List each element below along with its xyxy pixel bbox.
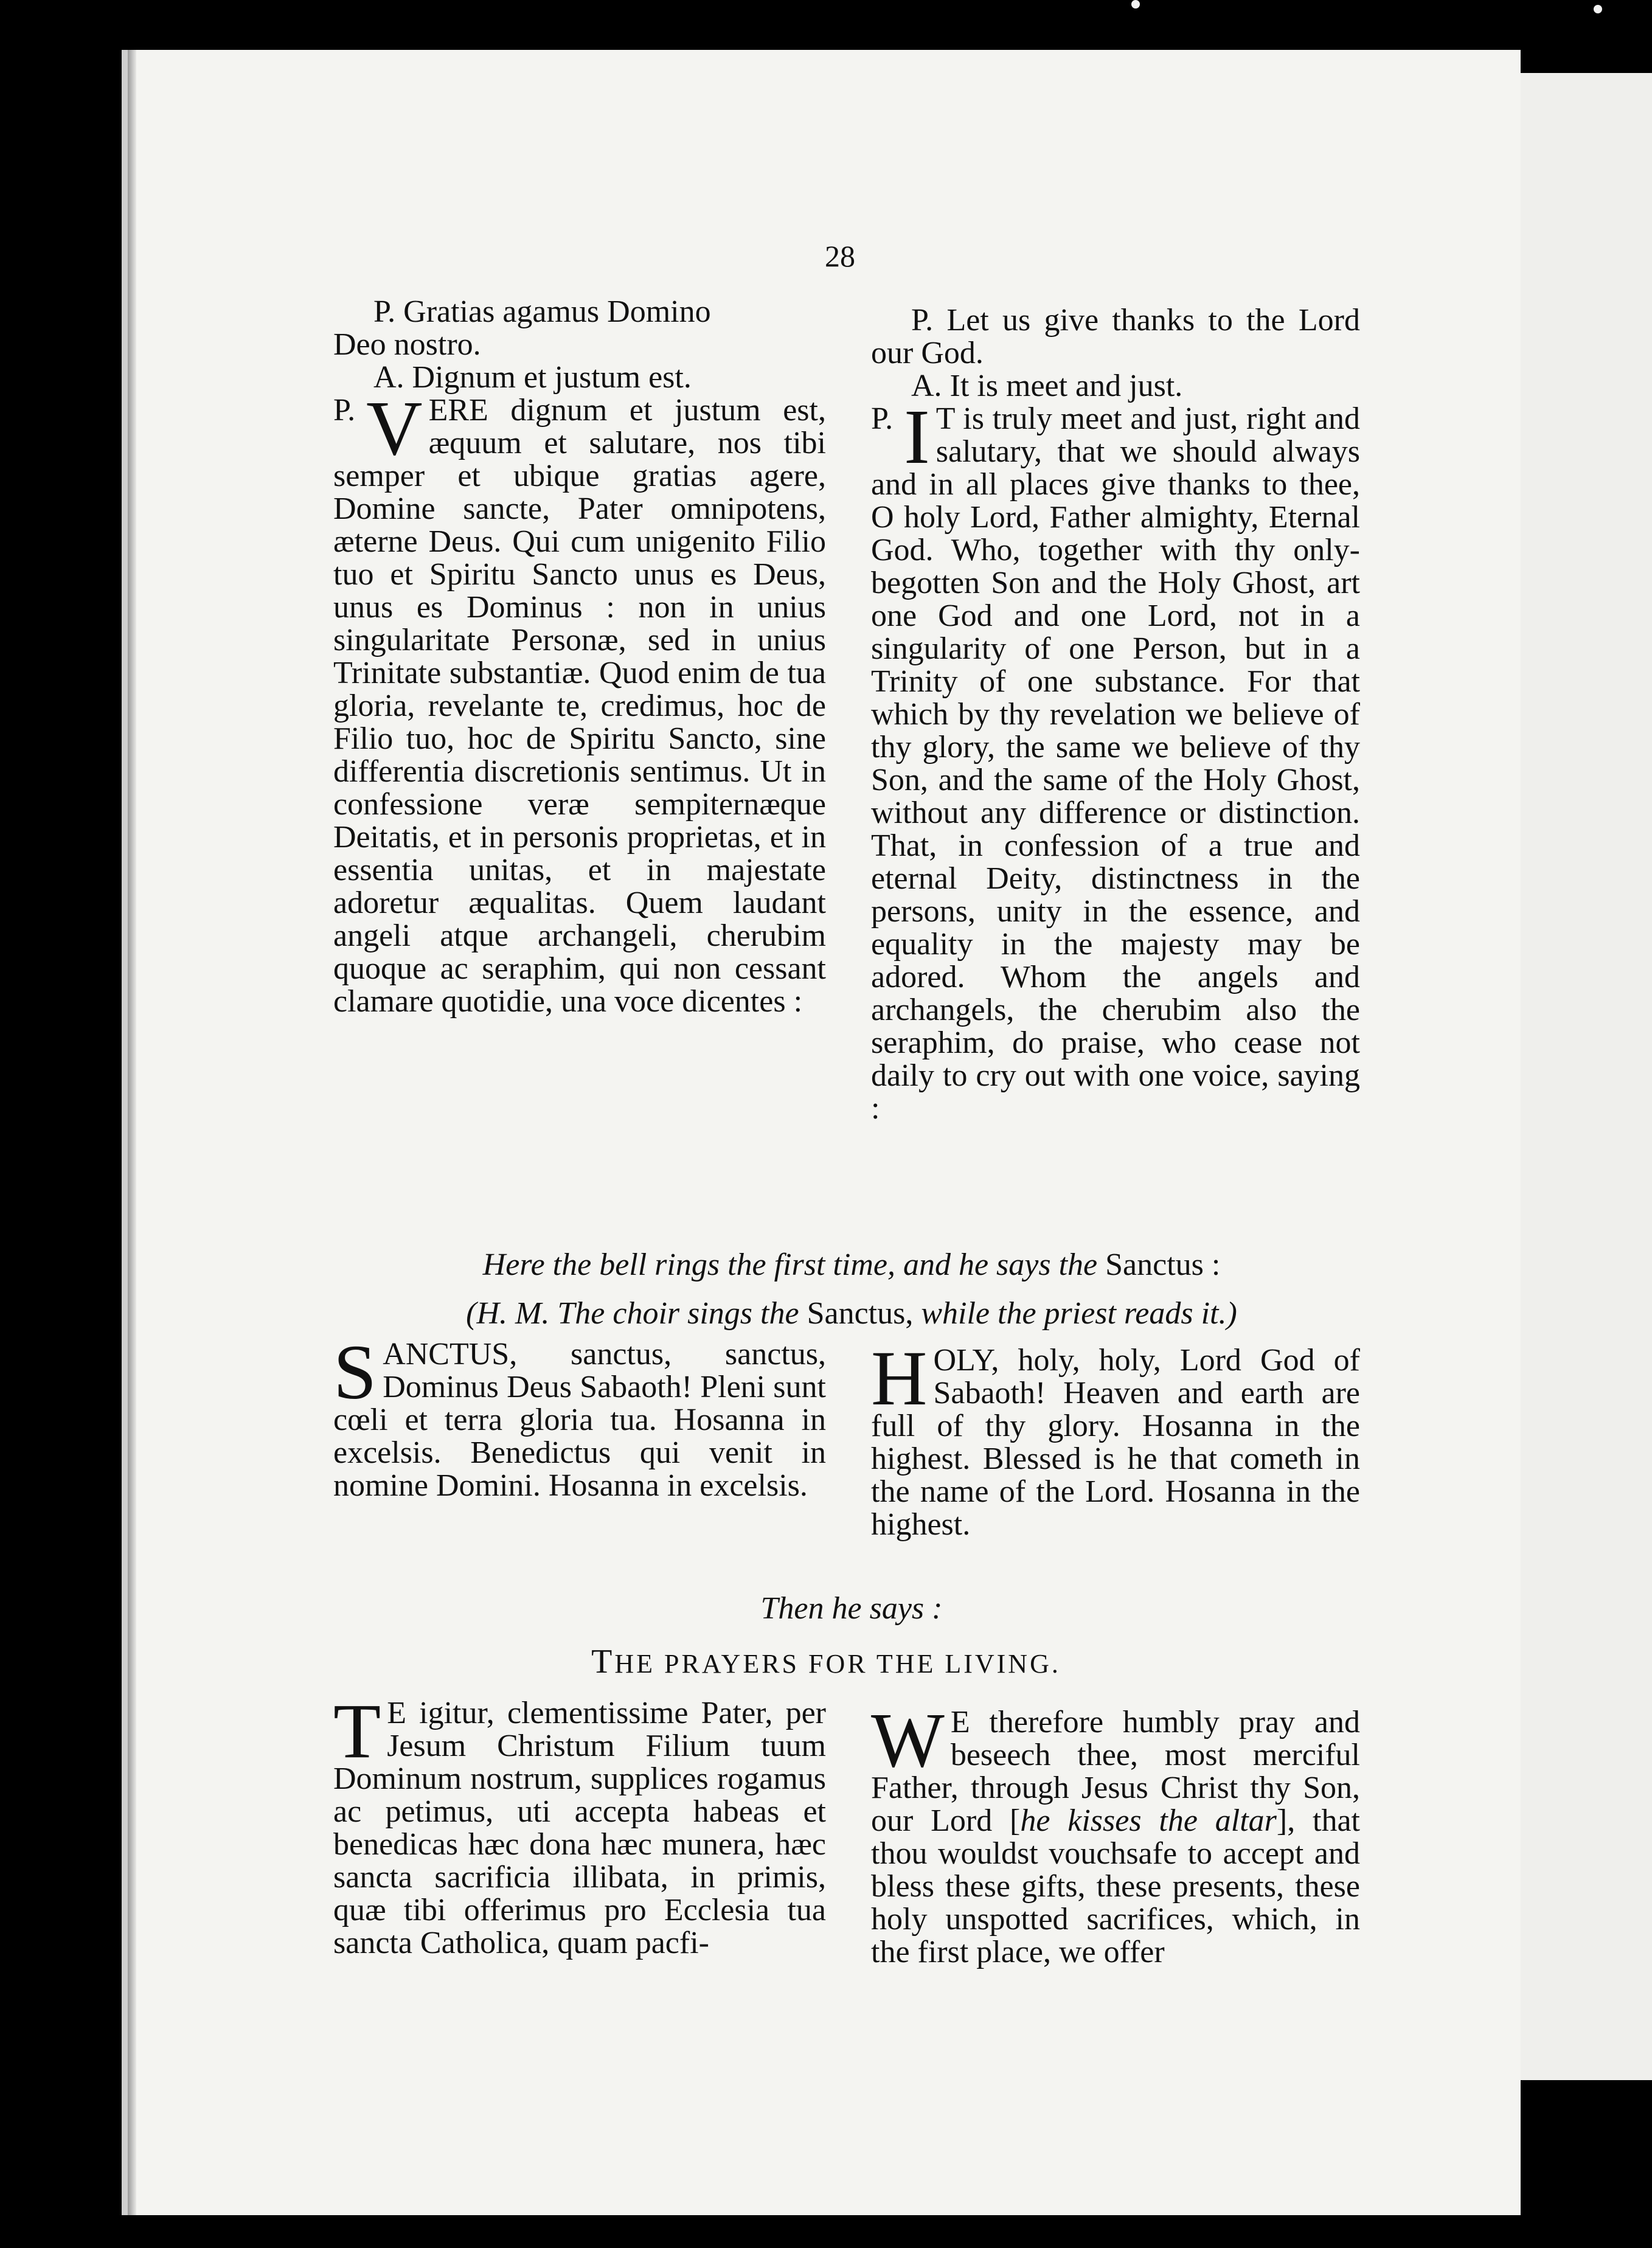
drop-cap: S	[333, 1329, 377, 1415]
sanctus-paragraph	[333, 1329, 826, 1503]
preface-text: T is truly meet and just, right and salutary, that we should always and in all places give thanks to thee, O holy Lord, Father almighty, Eternal God. Who, together with thy only-begotten Son and the Holy Ghost, art one God and one Lord, not in a singularity of one Person, but in a Trinity of one substance. For that which by thy revelation we believe of thy glory, the same we believe of thy Son, and the same of the Holy Ghost, without any difference or distinction. That, in confession of a true and eternal Deity, distinctness in the persons, unity in the essence, and equality in the majesty may be adored. Whom the angels and archangels, the cherubim also the seraphim, do praise, who cease not daily to cry out with one voice, saying :	[871, 401, 1360, 1126]
versicle-line: Deo nostro.	[333, 327, 481, 362]
te-igitur-paragraph	[871, 1697, 1360, 1969]
rubric-bell	[341, 1247, 1362, 1283]
sanctus-text: ANCTUS, sanctus, sanctus, Dominus Deus Sabaoth! Pleni sunt cœli et terra gloria tua. Hosanna in excelsis. Benedictus qui venit in nomine Domini. Hosanna in excelsis.	[333, 1337, 826, 1503]
rubric-then: Then he says :	[760, 1591, 943, 1626]
te-igitur-paragraph	[333, 1688, 826, 1960]
scan-speck	[1131, 0, 1140, 9]
response-line: A. It is meet and just.	[911, 369, 1183, 403]
sanctus-latin	[333, 1329, 826, 1503]
preface-paragraph	[871, 394, 1360, 1126]
celebrant-marker: P.	[333, 393, 356, 428]
rubric-italic: while the priest reads it.)	[921, 1296, 1237, 1331]
drop-cap: H	[871, 1335, 928, 1421]
next-page-edge	[1502, 73, 1652, 2080]
drop-cap: W	[871, 1697, 945, 1783]
te-igitur-english	[871, 1697, 1360, 1969]
sanctus-paragraph	[871, 1335, 1360, 1542]
sanctus-english	[871, 1335, 1360, 1542]
versicle-line: P. Gratias agamus Domino	[373, 294, 711, 329]
drop-cap: I	[904, 394, 930, 480]
drop-cap: T	[333, 1688, 381, 1774]
rubric-high-mass	[341, 1296, 1362, 1331]
rubric-italic: (H. M. The choir sings the	[466, 1296, 799, 1331]
page-number: 28	[825, 239, 855, 273]
te-igitur-text: E therefore humbly pray and beseech thee, most merciful Father, through Jesus Christ thy Son, our Lord [	[871, 1705, 1360, 1838]
te-igitur-text: E igitur, clementissime Pater, per Jesum Christum Filium tuum Dominum nostrum, supplices rogamus ac petimus, uti accepta habeas et benedicas hæc dona hæc munera, hæc sancta sacrificia illibata, in primis, quæ tibi offerimus pro Ecclesia tua sancta Catholica, quam pacfi-	[333, 1696, 826, 1960]
preface-english	[871, 304, 1360, 1125]
rubric-inline: he kisses the altar	[1020, 1803, 1277, 1838]
section-heading: THE PRAYERS FOR THE LIVING.	[591, 1643, 1061, 1681]
preface-paragraph	[333, 385, 826, 1019]
te-igitur-latin	[333, 1688, 826, 1960]
rubric-italic: Here the bell rings the first time, and he says the	[482, 1247, 1098, 1282]
rubric-upright: Sanctus :	[1105, 1247, 1221, 1282]
versicle-line: P. Let us give thanks to the Lord our God.	[871, 303, 1360, 370]
te-igitur-text: ], that thou wouldst vouchsafe to accept and bless these gifts, these presents, these holy unspotted sacrifices, which, in the first place, we offer	[871, 1803, 1360, 1969]
scan-speck	[1594, 5, 1602, 13]
rubric-upright: Sanctus,	[807, 1296, 914, 1331]
sanctus-text: OLY, holy, holy, Lord God of Sabaoth! Heaven and earth are full of thy glory. Hosanna in the highest. Blessed is he that cometh in the name of the Lord. Hosanna in the highest.	[871, 1343, 1360, 1542]
preface-text: ERE dignum et justum est, æquum et salutare, nos tibi semper et ubique gratias agere, Domine sancte, Pater omnipotens, æterne Deus. Qui cum unigenito Filio tuo et Spiritu Sancto unus es Deus, unus es Dominus : non in unius singularitate Personæ, sed in unius Trinitate substantiæ. Quod enim de tua gloria, revelante te, credimus, hoc de Filio tuo, hoc de Spiritu Sancto, sine differentia discretionis sentimus. Ut in confessione veræ sempiternæque Deitatis, et in personis proprietas, et in essentia unitas, et in majestate adoretur æqualitas. Quem laudant angeli atque archangeli, cherubim quoque ac seraphim, qui non cessant clamare quotidie, una voce dicentes :	[333, 393, 826, 1019]
response-line: A. Dignum et justum est.	[373, 360, 692, 395]
drop-cap: V	[366, 385, 423, 471]
celebrant-marker: P.	[871, 401, 894, 436]
preface-latin	[333, 296, 826, 1018]
